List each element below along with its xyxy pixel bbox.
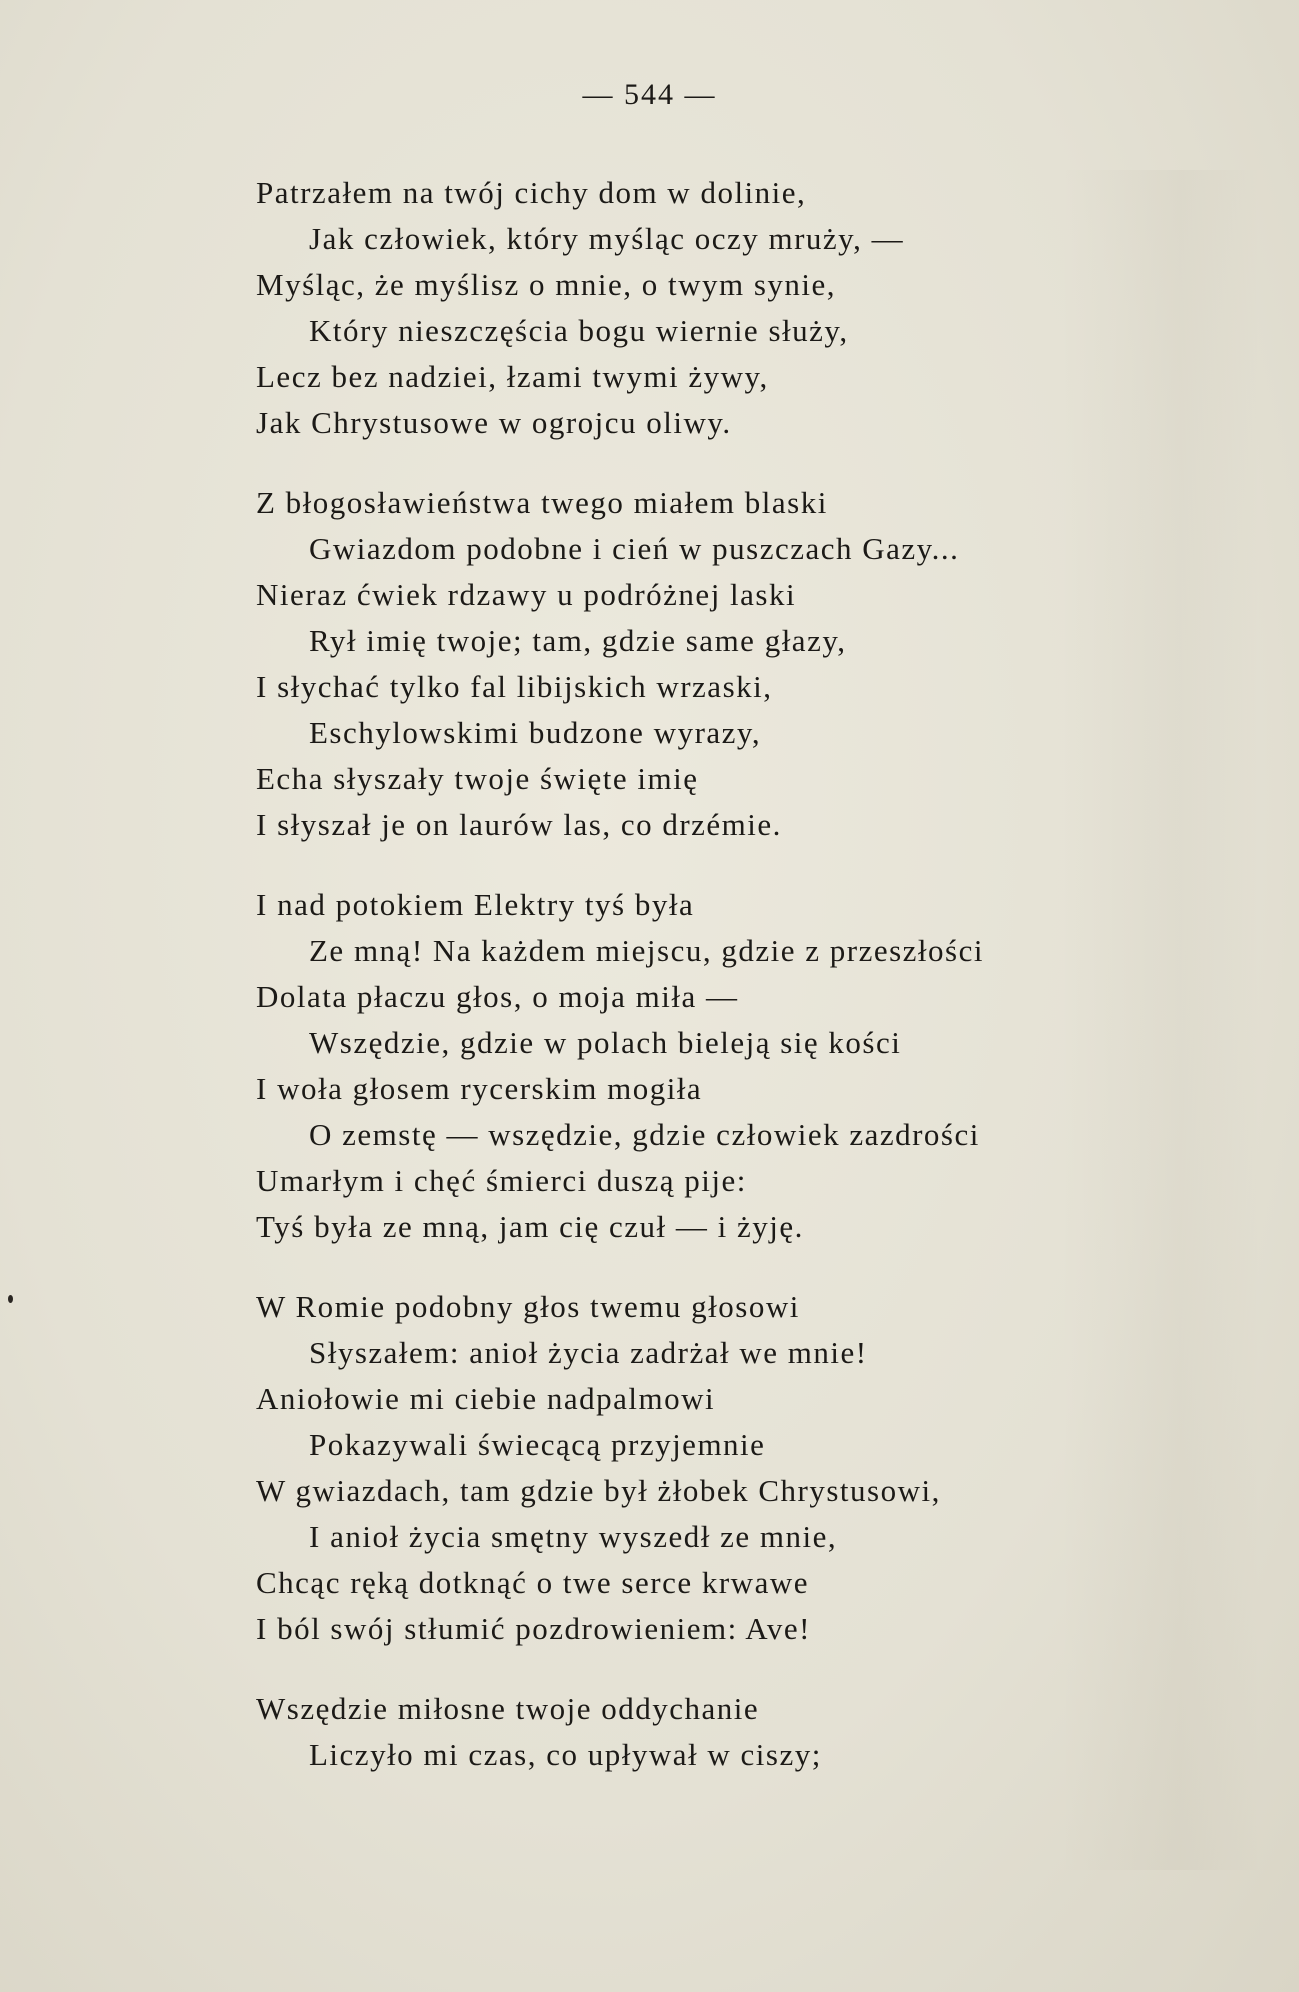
verse-line: O zemstę — wszędzie, gdzie człowiek zazdrości (309, 1117, 980, 1152)
verse-line: Lecz bez nadziei, łzami twymi żywy, (256, 359, 769, 394)
ink-speck (8, 1295, 13, 1303)
verse-line: I anioł życia smętny wyszedł ze mnie, (309, 1519, 838, 1554)
verse-line: Myśląc, że myślisz o mnie, o twym synie, (256, 267, 837, 302)
verse-line: Pokazywali świecącą przyjemnie (309, 1427, 766, 1462)
verse-line: Jak Chrystusowe w ogrojcu oliwy. (256, 405, 732, 440)
stanza-2 (256, 480, 1216, 848)
verse-line: Tyś była ze mną, jam cię czuł — i żyję. (256, 1209, 804, 1244)
stanza-4 (256, 1284, 1216, 1652)
verse-line: Eschylowskimi budzone wyrazy, (309, 715, 762, 750)
stanza-3 (256, 882, 1216, 1250)
verse-line: Aniołowie mi ciebie nadpalmowi (256, 1381, 716, 1416)
verse-line: W gwiazdach, tam gdzie był żłobek Chrystusowi, (256, 1473, 941, 1508)
verse-line: Echa słyszały twoje święte imię (256, 761, 699, 796)
poem-body (256, 170, 1216, 1778)
verse-line: Chcąc ręką dotknąć o twe serce krwawe (256, 1565, 809, 1600)
verse-line: I woła głosem rycerskim mogiła (256, 1071, 703, 1106)
verse-line: Patrzałem na twój cichy dom w dolinie, (256, 175, 807, 210)
verse-line: I ból swój stłumić pozdrowieniem: Ave! (256, 1611, 811, 1646)
verse-line: Liczyło mi czas, co upływał w ciszy; (309, 1737, 822, 1772)
verse-line: Wszędzie, gdzie w polach bieleją się kości (309, 1025, 902, 1060)
verse-line: Który nieszczęścia bogu wiernie służy, (309, 313, 849, 348)
stanza-1 (256, 170, 1216, 446)
verse-line: Nieraz ćwiek rdzawy u podróżnej laski (256, 577, 797, 612)
verse-line: Jak człowiek, który myśląc oczy mruży, — (309, 221, 905, 256)
verse-line: Wszędzie miłosne twoje oddychanie (256, 1691, 760, 1726)
verse-line: I słyszał je on laurów las, co drzémie. (256, 807, 782, 842)
verse-line: Słyszałem: anioł życia zadrżał we mnie! (309, 1335, 868, 1370)
verse-line: Dolata płaczu głos, o moja miła — (256, 979, 739, 1014)
verse-line: W Romie podobny głos twemu głosowi (256, 1289, 800, 1324)
verse-line: Gwiazdom podobne i cień w puszczach Gazy... (309, 531, 960, 566)
verse-line: I słychać tylko fal libijskich wrzaski, (256, 669, 773, 704)
verse-line: Rył imię twoje; tam, gdzie same głazy, (309, 623, 847, 658)
verse-line: Z błogosławieństwa twego miałem blaski (256, 485, 828, 520)
verse-line: Ze mną! Na każdem miejscu, gdzie z przeszłości (309, 933, 984, 968)
verse-line: Umarłym i chęć śmierci duszą pije: (256, 1163, 747, 1198)
stanza-5 (256, 1686, 1216, 1778)
page-number: — 544 — (582, 78, 717, 111)
verse-line: I nad potokiem Elektry tyś była (256, 887, 695, 922)
